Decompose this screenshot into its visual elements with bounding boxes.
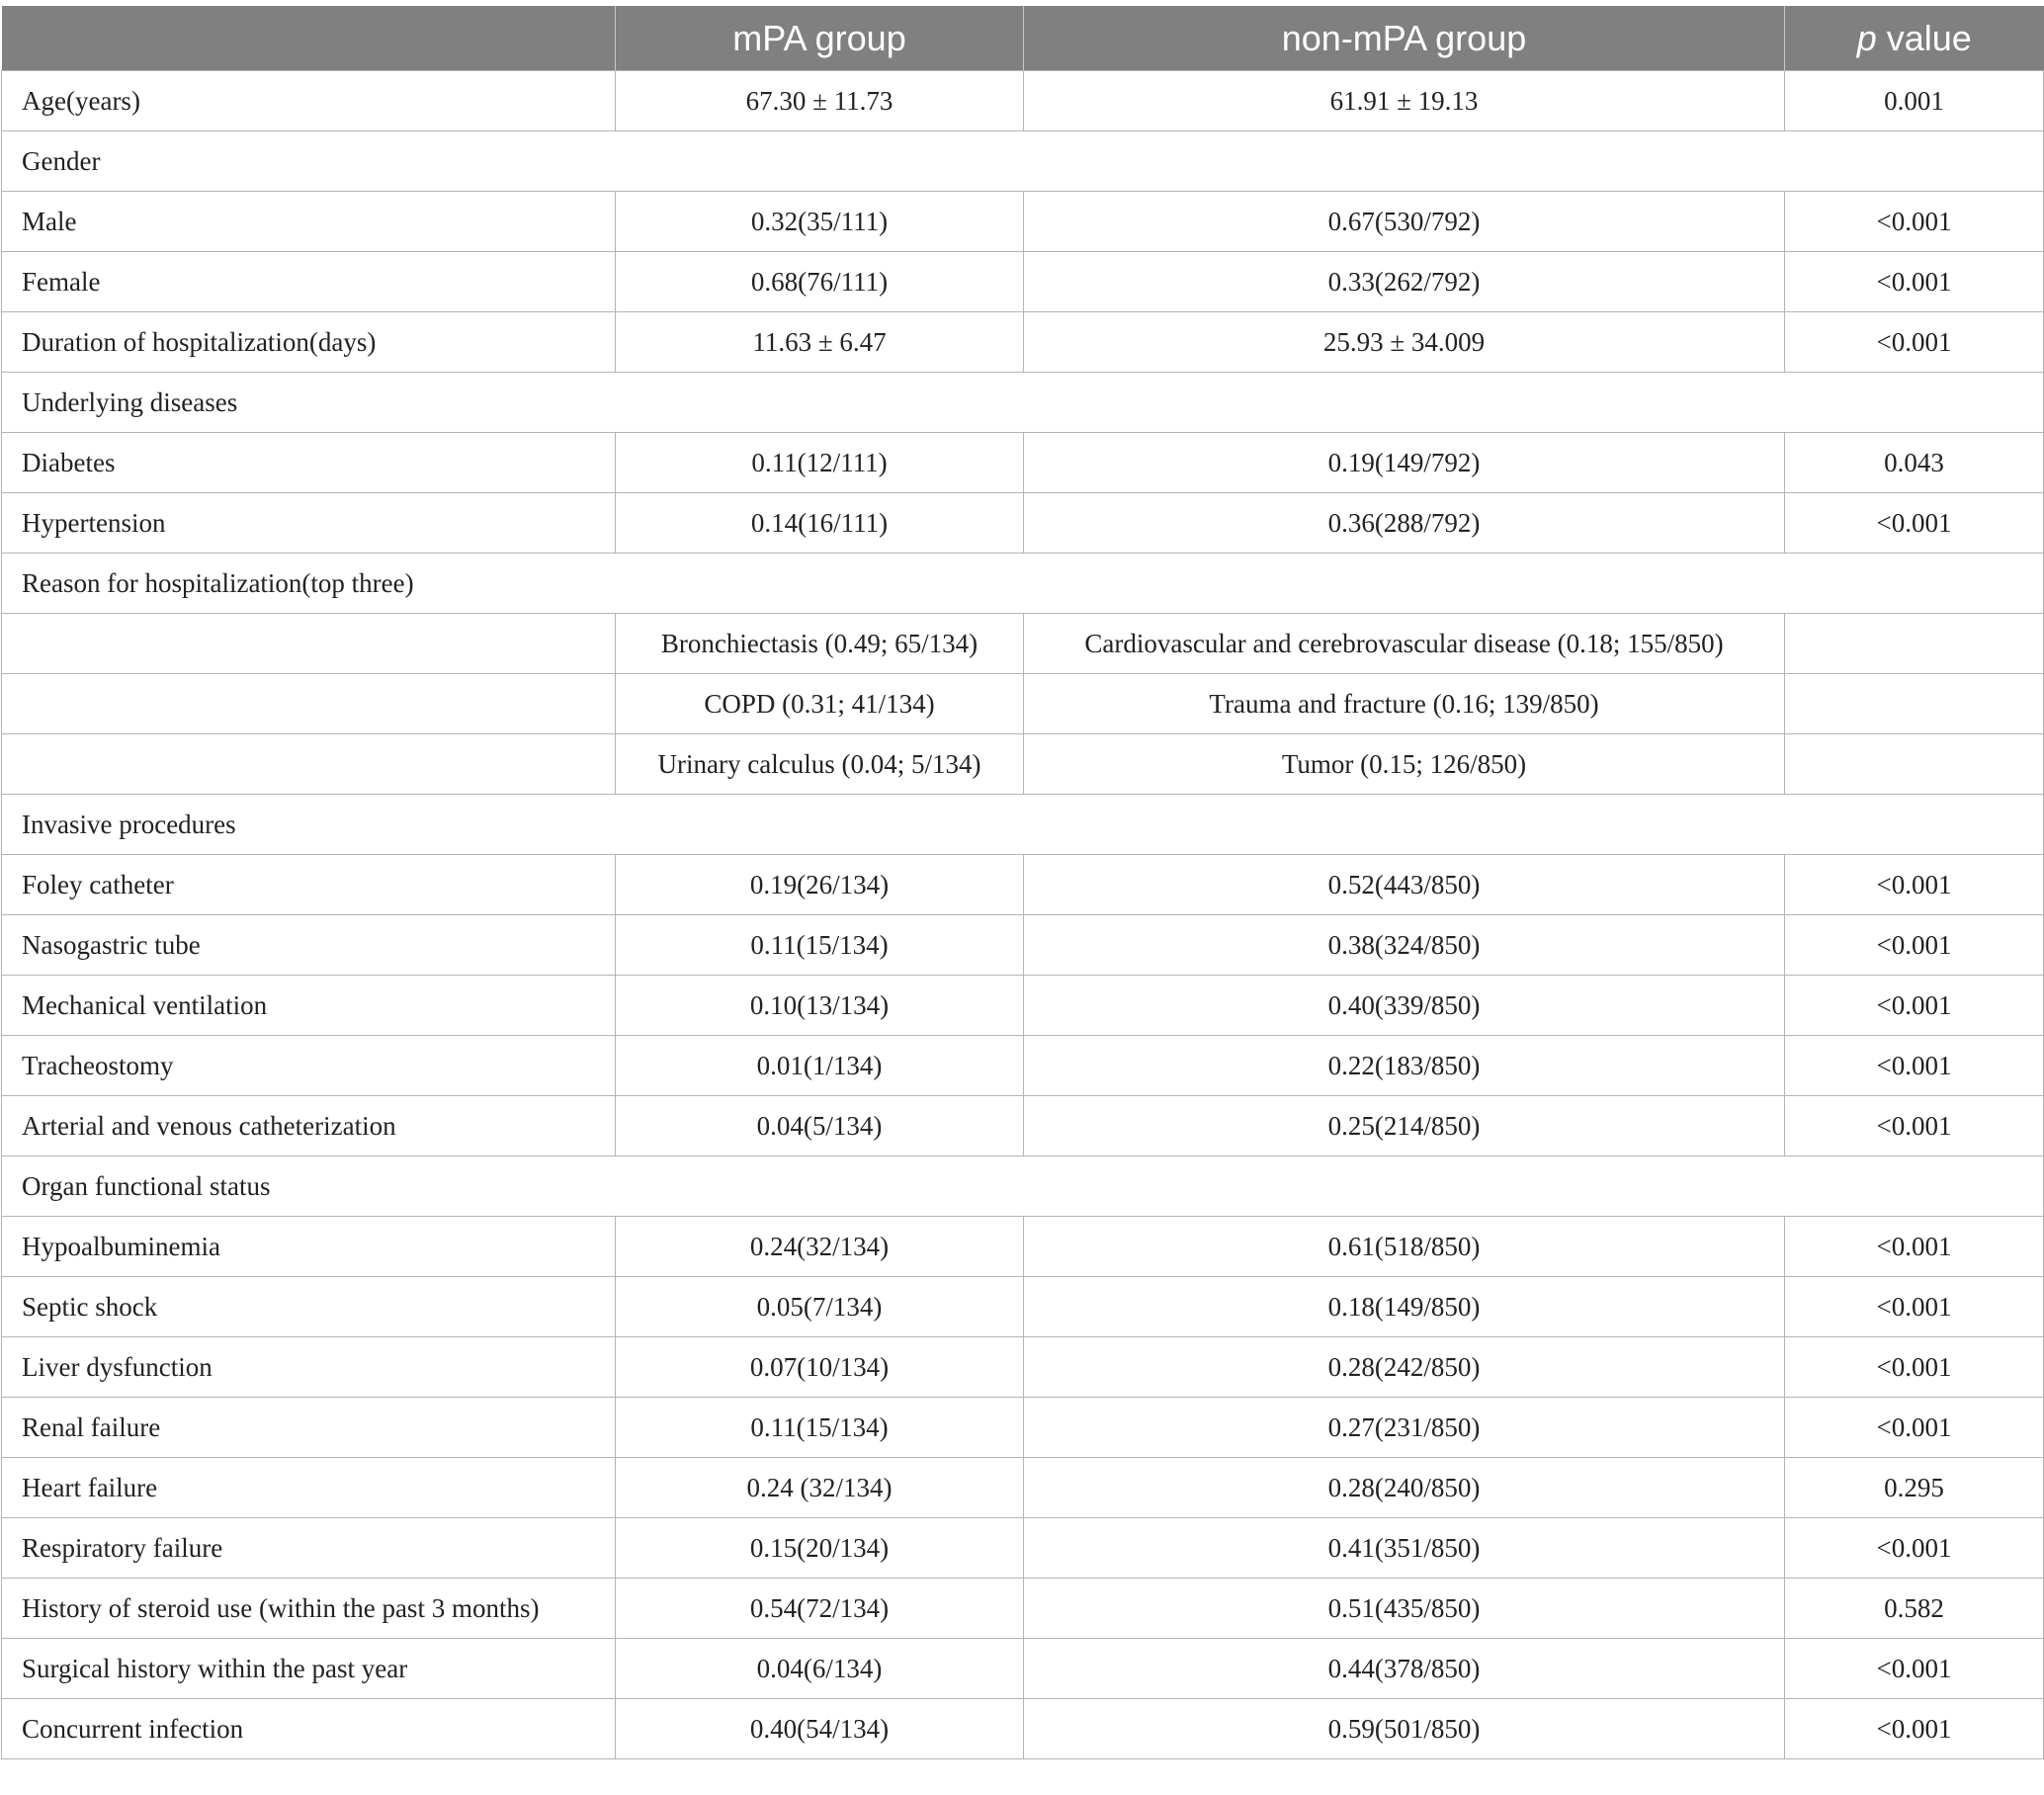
table-row [2,1398,2044,1458]
row-label-cell: Hypoalbuminemia [2,1217,616,1277]
mpa-value-cell: 0.54(72/134) [616,1579,1024,1639]
header-label-column [2,6,616,71]
section-label: Invasive procedures [2,795,2044,855]
non-mpa-value-cell: 0.33(262/792) [1024,252,1785,312]
table-row [2,855,2044,915]
table-row [2,1337,2044,1398]
row-label-cell: Septic shock [2,1277,616,1337]
row-label-cell: Surgical history within the past year [2,1639,616,1699]
row-label-cell: Female [2,252,616,312]
p-value-cell: <0.001 [1785,312,2044,373]
table-row [2,976,2044,1036]
mpa-value-cell: 0.32(35/111) [616,192,1024,252]
p-value-cell: <0.001 [1785,1639,2044,1699]
mpa-value-cell: 0.19(26/134) [616,855,1024,915]
table-row [2,1096,2044,1156]
p-value-cell: 0.582 [1785,1579,2044,1639]
mpa-value-cell: 0.07(10/134) [616,1337,1024,1398]
table-row [2,252,2044,312]
mpa-value-cell: 0.40(54/134) [616,1699,1024,1759]
p-value-cell: <0.001 [1785,1699,2044,1759]
table-row [2,1458,2044,1518]
p-value-cell: <0.001 [1785,192,2044,252]
section-header-row [2,373,2044,433]
row-label-cell [2,674,616,734]
non-mpa-value-cell: 0.19(149/792) [1024,433,1785,493]
row-label-cell: Concurrent infection [2,1699,616,1759]
non-mpa-value-cell: 0.22(183/850) [1024,1036,1785,1096]
section-header-row [2,795,2044,855]
row-label-cell: Nasogastric tube [2,915,616,976]
mpa-value-cell: 67.30 ± 11.73 [616,71,1024,131]
table-row [2,1277,2044,1337]
non-mpa-value-cell: 0.40(339/850) [1024,976,1785,1036]
p-value-cell: 0.001 [1785,71,2044,131]
table-row [2,433,2044,493]
non-mpa-value-cell: 0.27(231/850) [1024,1398,1785,1458]
p-value-cell [1785,614,2044,674]
table-body [2,71,2044,1759]
table-row [2,734,2044,795]
mpa-value-cell: Urinary calculus (0.04; 5/134) [616,734,1024,795]
mpa-value-cell: 0.01(1/134) [616,1036,1024,1096]
table-row [2,1518,2044,1579]
table-row [2,192,2044,252]
table-header-row [2,6,2044,71]
mpa-value-cell: 0.14(16/111) [616,493,1024,554]
mpa-value-cell: COPD (0.31; 41/134) [616,674,1024,734]
header-mpa-group: mPA group [616,6,1024,71]
non-mpa-value-cell: 0.28(240/850) [1024,1458,1785,1518]
header-p-italic: p [1856,17,1877,58]
table-row [2,614,2044,674]
row-label-cell: Foley catheter [2,855,616,915]
row-label-cell: Arterial and venous catheterization [2,1096,616,1156]
section-header-row [2,554,2044,614]
non-mpa-value-cell: 25.93 ± 34.009 [1024,312,1785,373]
p-value-cell: <0.001 [1785,976,2044,1036]
row-label-cell: Respiratory failure [2,1518,616,1579]
mpa-value-cell: 0.05(7/134) [616,1277,1024,1337]
non-mpa-value-cell: 0.25(214/850) [1024,1096,1785,1156]
p-value-cell: <0.001 [1785,1518,2044,1579]
row-label-cell: Liver dysfunction [2,1337,616,1398]
non-mpa-value-cell: 0.38(324/850) [1024,915,1785,976]
p-value-cell [1785,674,2044,734]
table-row [2,312,2044,373]
non-mpa-value-cell: Tumor (0.15; 126/850) [1024,734,1785,795]
row-label-cell [2,614,616,674]
non-mpa-value-cell: Trauma and fracture (0.16; 139/850) [1024,674,1785,734]
row-label-cell: Heart failure [2,1458,616,1518]
header-value-text: value [1876,17,1972,58]
section-header-row [2,131,2044,192]
table-row [2,1699,2044,1759]
non-mpa-value-cell: 0.52(443/850) [1024,855,1785,915]
row-label-cell: Tracheostomy [2,1036,616,1096]
p-value-cell: <0.001 [1785,1337,2044,1398]
table-row [2,493,2044,554]
row-label-cell: Mechanical ventilation [2,976,616,1036]
table-row [2,1217,2044,1277]
non-mpa-value-cell: 61.91 ± 19.13 [1024,71,1785,131]
table-row [2,674,2044,734]
mpa-value-cell: 0.11(15/134) [616,1398,1024,1458]
mpa-value-cell: 0.68(76/111) [616,252,1024,312]
table-row [2,915,2044,976]
row-label-cell: Hypertension [2,493,616,554]
row-label-cell: Age(years) [2,71,616,131]
p-value-cell: <0.001 [1785,915,2044,976]
p-value-cell: <0.001 [1785,493,2044,554]
non-mpa-value-cell: Cardiovascular and cerebrovascular disease (0.18; 155/850) [1024,614,1785,674]
non-mpa-value-cell: 0.41(351/850) [1024,1518,1785,1579]
mpa-value-cell: 11.63 ± 6.47 [616,312,1024,373]
non-mpa-value-cell: 0.18(149/850) [1024,1277,1785,1337]
p-value-cell: <0.001 [1785,252,2044,312]
non-mpa-value-cell: 0.36(288/792) [1024,493,1785,554]
mpa-value-cell: 0.11(12/111) [616,433,1024,493]
p-value-cell: 0.295 [1785,1458,2044,1518]
p-value-cell: <0.001 [1785,855,2044,915]
section-header-row [2,1156,2044,1217]
table-row [2,1579,2044,1639]
section-label: Underlying diseases [2,373,2044,433]
non-mpa-value-cell: 0.61(518/850) [1024,1217,1785,1277]
table-row [2,1036,2044,1096]
data-table [1,6,2044,1759]
mpa-value-cell: 0.15(20/134) [616,1518,1024,1579]
p-value-cell: 0.043 [1785,433,2044,493]
p-value-cell: <0.001 [1785,1217,2044,1277]
mpa-value-cell: Bronchiectasis (0.49; 65/134) [616,614,1024,674]
mpa-value-cell: 0.24 (32/134) [616,1458,1024,1518]
row-label-cell: History of steroid use (within the past 3 months) [2,1579,616,1639]
p-value-cell: <0.001 [1785,1096,2044,1156]
non-mpa-value-cell: 0.67(530/792) [1024,192,1785,252]
p-value-cell [1785,734,2044,795]
mpa-value-cell: 0.04(5/134) [616,1096,1024,1156]
row-label-cell: Male [2,192,616,252]
header-non-mpa-group: non-mPA group [1024,6,1785,71]
p-value-cell: <0.001 [1785,1398,2044,1458]
header-p-value [1785,6,2044,71]
mpa-value-cell: 0.04(6/134) [616,1639,1024,1699]
row-label-cell: Diabetes [2,433,616,493]
row-label-cell [2,734,616,795]
mpa-value-cell: 0.11(15/134) [616,915,1024,976]
table-row [2,1639,2044,1699]
non-mpa-value-cell: 0.59(501/850) [1024,1699,1785,1759]
mpa-value-cell: 0.24(32/134) [616,1217,1024,1277]
p-value-cell: <0.001 [1785,1277,2044,1337]
section-label: Gender [2,131,2044,192]
non-mpa-value-cell: 0.51(435/850) [1024,1579,1785,1639]
non-mpa-value-cell: 0.28(242/850) [1024,1337,1785,1398]
row-label-cell: Renal failure [2,1398,616,1458]
section-label: Organ functional status [2,1156,2044,1217]
row-label-cell: Duration of hospitalization(days) [2,312,616,373]
section-label: Reason for hospitalization(top three) [2,554,2044,614]
non-mpa-value-cell: 0.44(378/850) [1024,1639,1785,1699]
table-row [2,71,2044,131]
p-value-cell: <0.001 [1785,1036,2044,1096]
mpa-value-cell: 0.10(13/134) [616,976,1024,1036]
